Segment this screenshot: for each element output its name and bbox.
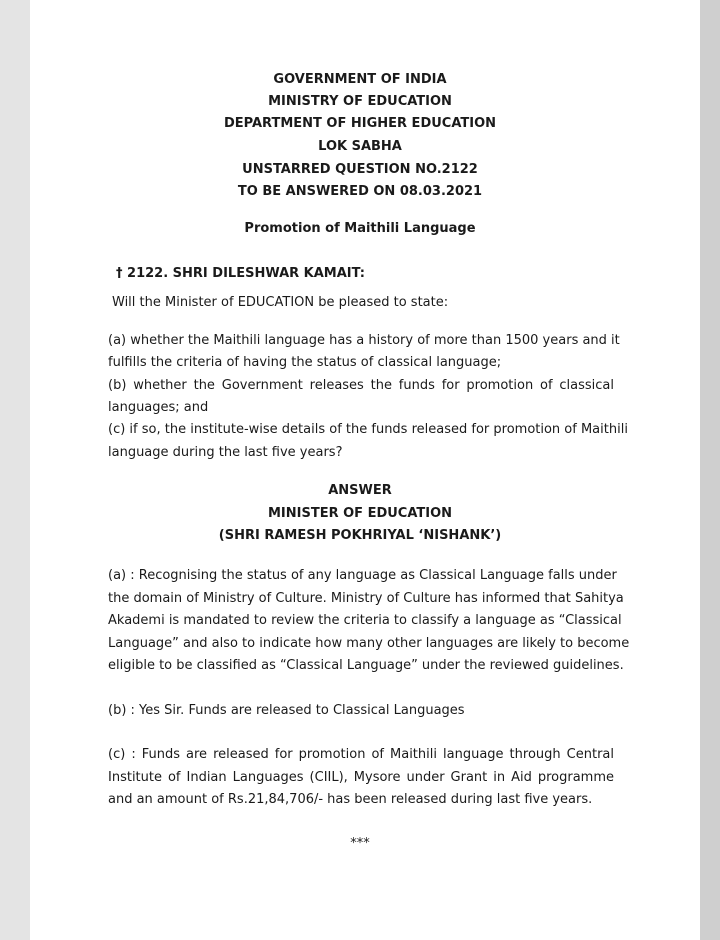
answer-title: ANSWER [328, 483, 392, 498]
header-answer-date: TO BE ANSWERED ON 08.03.2021 [237, 184, 483, 199]
answer-minister: MINISTER OF EDUCATION [267, 506, 453, 521]
answer-minister-name: (SHRI RAMESH POKHRIYAL ‘NISHANK’) [218, 528, 502, 543]
question-a-line2: fulfills the criteria of having the status of classical language; [108, 355, 502, 370]
answer-c-line1: (c) : Funds are released for promotion of Maithili language through Central [108, 747, 614, 762]
subject-title: Promotion of Maithili Language [244, 221, 476, 236]
question-a-line1: (a) whether the Maithili language has a history of more than 1500 years and it [108, 333, 620, 348]
end-mark: *** [350, 836, 370, 851]
question-b-line1: (b) whether the Government releases the funds for promotion of classical [108, 378, 614, 393]
header-house: LOK SABHA [318, 139, 402, 154]
question-b-line2: languages; and [108, 400, 209, 415]
question-c-line1: (c) if so, the institute-wise details of the funds released for promotion of Maithili [108, 422, 628, 437]
answer-c-line3: and an amount of Rs.21,84,706/- has been released during last five years. [108, 792, 593, 807]
answer-c-line2: Institute of Indian Languages (CIIL), Mysore under Grant in Aid programme [108, 770, 614, 785]
question-intro: Will the Minister of EDUCATION be pleased to state: [112, 295, 449, 310]
answer-b-line1: (b) : Yes Sir. Funds are released to Classical Languages [108, 703, 465, 718]
header-department: DEPARTMENT OF HIGHER EDUCATION [223, 116, 497, 131]
answer-a-line3: Akademi is mandated to review the criteria to classify a language as “Classical [108, 613, 622, 628]
answer-a-line1: (a) : Recognising the status of any language as Classical Language falls under [108, 568, 617, 583]
question-c-line2: language during the last five years? [108, 445, 343, 460]
answer-a-line4: Language” and also to indicate how many other languages are likely to become [108, 636, 630, 651]
header-question-number: UNSTARRED QUESTION NO.2122 [242, 162, 478, 177]
question-member: † 2122. SHRI DILESHWAR KAMAIT: [116, 266, 365, 281]
answer-a-line2: the domain of Ministry of Culture. Ministry of Culture has informed that Sahitya [108, 591, 624, 606]
header-ministry: MINISTRY OF EDUCATION [268, 94, 452, 109]
answer-a-line5: eligible to be classified as “Classical Language” under the reviewed guidelines. [108, 658, 624, 673]
header-government: GOVERNMENT OF INDIA [273, 72, 447, 87]
